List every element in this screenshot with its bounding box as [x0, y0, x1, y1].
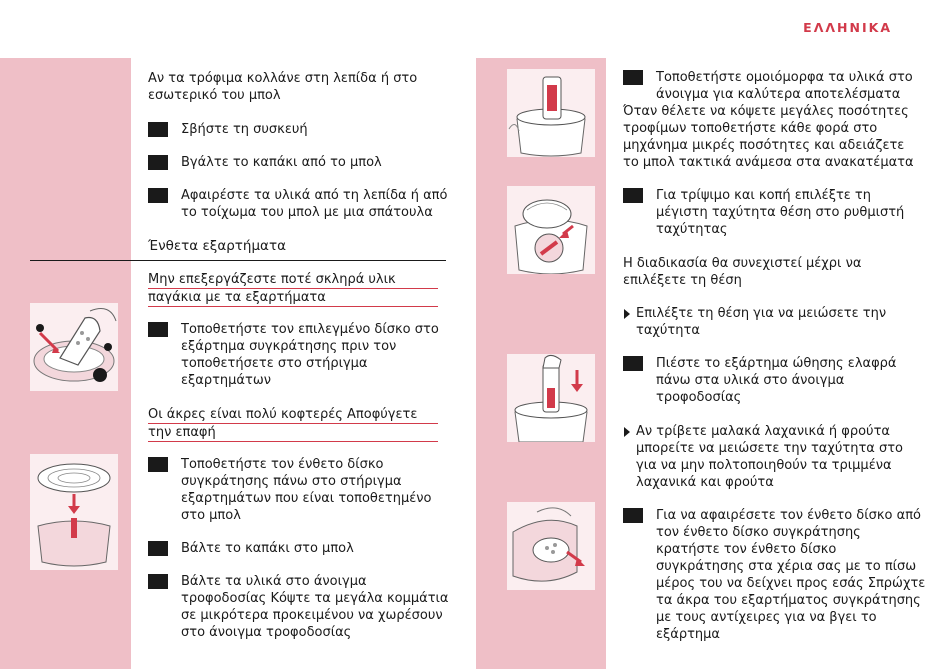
step-remove-food: Αφαιρέστε τα υλικά από τη λεπίδα ή από το τοίχωμα του μπολ με μια σπάτουλα	[181, 188, 448, 220]
section-divider	[30, 260, 446, 261]
step-marker-icon	[623, 356, 643, 371]
warning-line: την επαφή	[148, 424, 438, 442]
step-marker-icon	[148, 122, 168, 137]
intro-text: Αν τα τρόφιμα κολλάνε στη λεπίδα ή στο εσωτερικό του μπολ	[148, 71, 418, 103]
warning-line: παγάκια με τα εξαρτήματα	[148, 289, 438, 307]
step-switch-off: Σβήστε τη συσκευή	[181, 122, 308, 137]
illustration-disc-holder	[30, 303, 118, 391]
language-label: ΕΛΛΗΝΙΚΑ	[803, 20, 892, 35]
step-press-pusher: Πιέστε το εξάρτημα ώθησης ελαφρά πάνω στα υλικά στο άνοιγμα τροφοδοσίας	[656, 356, 897, 405]
bullet-soft-vegetables: Αν τρίβετε μαλακά λαχανικά ή φρούτα μπορείτε να μειώσετε την ταχύτητα στο για να μην πολτοποιηθούν τα τριμμένα λαχανικά και φρούτα	[636, 424, 904, 490]
step-marker-icon	[148, 457, 168, 472]
step-marker-icon	[148, 541, 168, 556]
illustration-pusher	[507, 354, 595, 442]
step-marker-icon	[148, 574, 168, 589]
step-marker-icon	[148, 155, 168, 170]
note-process-continues: Η διαδικασία θα συνεχιστεί μέχρι να επιλέξετε τη θέση	[623, 256, 862, 288]
warning-hard-ingredients	[148, 271, 438, 307]
step-marker-icon	[148, 322, 168, 337]
step-insert-disc: Τοποθετήστε τον ένθετο δίσκο συγκράτησης πάνω στο στήριγμα εξαρτημάτων που είναι τοποθετημένο στο μπολ	[181, 457, 432, 523]
bullet-reduce-speed: Επιλέξτε τη θέση για να μειώσετε την ταχύτητα	[636, 306, 887, 338]
illustration-insert-disc	[30, 454, 118, 570]
step-select-speed: Για τρίψιμο και κοπή επιλέξτε τη μέγιστη ταχύτητα θέση στο ρυθμιστή ταχύτητας	[656, 188, 905, 237]
step-marker-icon	[148, 188, 168, 203]
step-put-ingredients: Βάλτε τα υλικά στο άνοιγμα τροφοδοσίας Κόψτε τα μεγάλα κομμάτια σε μικρότερα προκειμένου να χωρέσουν στο άνοιγμα τροφοδοσίας	[181, 574, 449, 640]
bullet-triangle-icon	[624, 309, 630, 319]
warning-sharp-edges	[148, 406, 438, 442]
step-place-disc: Τοποθετήστε τον επιλεγμένο δίσκο στο εξάρτημα συγκράτησης πριν τον τοποθετήσετε στο στήριγμα εξαρτημάτων	[181, 322, 439, 388]
step-fill-evenly: Τοποθετήστε ομοιόμορφα τα υλικά στο άνοιγμα για καλύτερα αποτελέσματα	[656, 70, 913, 102]
note-large-quantities: Όταν θέλετε να κόψετε μεγάλες ποσότητες τροφίμων τοποθετήστε κάθε φορά στο μηχάνημα μικρές ποσότητες και αδειάζετε το μπολ τακτικά ανάμεσα στα ανακατέματα	[623, 104, 914, 170]
step-remove-insert-disc: Για να αφαιρέσετε τον ένθετο δίσκο από τον ένθετο δίσκο συγκράτησης κρατήστε τον ένθετο δίσκο συγκράτησης στα χέρια σας με το πίσω μέρος του να δείχνει προς εσάς Σπρώχτε τα άκρα του εξαρτήματος συγκράτησης με τους αντίχειρες για να βγει το εξάρτημα	[656, 508, 926, 642]
warning-line: Οι άκρες είναι πολύ κοφτερές Αποφύγετε	[148, 406, 438, 424]
warning-line: Μην επεξεργάζεστε ποτέ σκληρά υλικ	[148, 271, 438, 289]
step-marker-icon	[623, 508, 643, 523]
step-marker-icon	[623, 70, 643, 85]
bullet-triangle-icon	[624, 427, 630, 437]
section-title: Ένθετα εξαρτήματα	[148, 238, 286, 254]
step-remove-lid: Βγάλτε το καπάκι από το μπολ	[181, 155, 382, 170]
step-marker-icon	[623, 188, 643, 203]
illustration-speed-dial	[507, 186, 595, 274]
step-put-lid: Βάλτε το καπάκι στο μπολ	[181, 541, 354, 556]
illustration-feed-tube	[507, 69, 595, 157]
illustration-remove-disc	[507, 502, 595, 590]
